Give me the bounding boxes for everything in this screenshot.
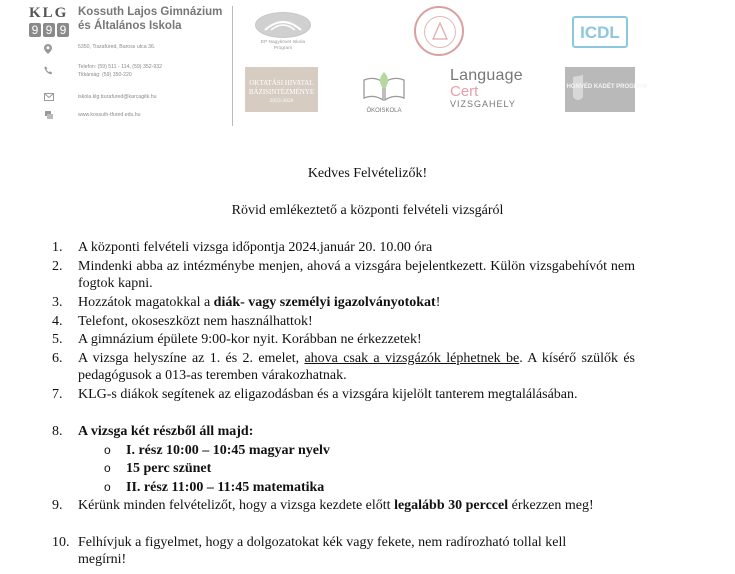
list-item	[52, 258, 635, 292]
school-logo	[29, 5, 71, 41]
item-number: 2.	[52, 259, 63, 274]
phone-icon	[44, 66, 54, 76]
item-text	[78, 294, 635, 311]
list-item	[52, 497, 635, 514]
logo-digits	[29, 23, 71, 37]
sub-item-text: I. rész 10:00 – 10:45 magyar nyelv	[126, 443, 330, 458]
lc-line2: Cert	[450, 83, 479, 100]
oktatasi-hivatal-badge	[245, 67, 318, 112]
list-item	[52, 534, 612, 568]
bullet-icon: o	[104, 461, 111, 475]
item-text: Mindenki abba az intézménybe menjen, ahová a vizsgára bejelentkezett. Külön vizsgabehívót nem fogtok kapni.	[78, 259, 635, 291]
icdl-text: ICDL	[580, 23, 620, 42]
item-text	[78, 423, 635, 440]
school-name	[78, 5, 222, 33]
item-text: Telefont, okoseszközt nem használhattok!	[78, 314, 313, 329]
item-text-part: Kérünk minden felvételizőt, hogy a vizsga kezdete előtt	[78, 498, 395, 513]
item-text-underlined: ahova csak a vizsgázók léphetnek be	[304, 351, 520, 366]
list-item	[52, 294, 635, 311]
oko-label: ÖKOISKOLA	[366, 108, 402, 114]
item-text-part: Hozzátok magatokkal a	[78, 295, 214, 310]
lc-line3: VIZSGAHELY	[450, 99, 516, 109]
greeting: Kedves Felvételizők!	[307, 166, 428, 181]
book-leaf-icon	[358, 70, 410, 102]
bullet-icon: o	[104, 443, 111, 457]
item-number: 1.	[52, 240, 63, 255]
oh-line2: BÁZISINTÉZMÉNYE	[248, 88, 315, 96]
item-number: 9.	[52, 498, 63, 513]
seal-emblem	[424, 16, 456, 48]
languagecert-logo	[450, 67, 540, 113]
web-text: www.kossuth-tfured.edu.hu	[78, 112, 141, 118]
header-divider	[232, 6, 233, 126]
logo-digit: 9	[57, 23, 69, 37]
eu-label: EP Nagykövet Iskola Program	[260, 40, 306, 51]
item-text: A központi felvételi vizsga időpontja 2024.január 20. 10.00 óra	[78, 240, 433, 255]
item-number: 7.	[52, 387, 63, 402]
honved-text: HONVÉD KADÉT PROGRAM	[566, 84, 648, 90]
okoiskola-logo	[358, 70, 410, 114]
eu-ambassador-logo	[252, 12, 314, 64]
sub-item-text: II. rész 11:00 – 11:45 matematika	[126, 480, 325, 495]
item-number: 4.	[52, 314, 63, 329]
list-item	[52, 313, 635, 330]
list-item	[52, 423, 635, 440]
item-text-bold: legalább 30 perccel	[394, 498, 509, 513]
logo-digit: 9	[29, 23, 41, 37]
item-number: 5.	[52, 332, 63, 347]
item-number: 10.	[52, 535, 70, 550]
address-text: 5350, Tiszafüred, Baross utca 36.	[78, 44, 156, 50]
secretary-phone-text: Titkárság: (59) 350-220	[78, 72, 132, 78]
item-text: KLG-s diákok segítenek az eligazodásban és a vizsgára kijelölt tanterem megtalálásában.	[78, 387, 578, 402]
list-item	[52, 386, 635, 403]
item-text: A gimnázium épülete 9:00-kor nyit. Korábban ne érkezzetek!	[78, 332, 422, 347]
item-text-part: A vizsga helyszíne az 1. és 2. emelet,	[78, 351, 305, 366]
lc-line1: Language	[450, 67, 523, 84]
item-text	[78, 350, 635, 384]
list-item	[52, 350, 635, 384]
item-number: 6.	[52, 351, 63, 366]
sub-item-text: 15 perc szünet	[126, 461, 212, 476]
item-text-part: . A kísérő szülők és pedagógusok a 013-as teremben várakozhatnak.	[78, 351, 636, 383]
school-name-line1: Kossuth Lajos Gimnázium	[78, 6, 223, 18]
sub-item	[104, 479, 324, 496]
sub-item	[104, 460, 211, 477]
item-text-bold: diák- vagy személyi igazolványotokat	[213, 295, 436, 310]
mail-icon	[44, 93, 54, 103]
logo-digit: 9	[43, 23, 55, 37]
oh-years: 2023-2026	[269, 98, 294, 104]
list-item	[52, 239, 635, 256]
school-name-line2: és Általános Iskola	[78, 20, 182, 32]
phone-text: Telefon: (59) 511 - 114, (59) 352-932	[78, 64, 163, 70]
seal-logo	[414, 6, 464, 56]
honved-kadet-logo	[565, 67, 648, 112]
item-number: 3.	[52, 295, 63, 310]
bullet-icon: o	[104, 480, 111, 494]
icdl-logo	[572, 16, 628, 48]
item-text-part: érkezzen meg!	[508, 498, 594, 513]
eu-parliament-icon	[255, 12, 311, 38]
item-text-part: !	[435, 295, 441, 310]
item-number: 8.	[52, 424, 63, 439]
location-pin-icon	[44, 44, 54, 54]
letterhead	[0, 0, 735, 132]
item-text: Felhívjuk a figyelmet, hogy a dolgozatokat kék vagy fekete, nem radírozható tollal kell megírni!	[78, 535, 567, 567]
web-icon	[44, 110, 54, 120]
sub-item	[104, 442, 330, 459]
email-text: iskola.klg.tiszafured@karcagitk.hu	[78, 94, 157, 100]
subtitle: Rövid emlékeztető a központi felvételi vizsgáról	[231, 203, 504, 218]
item-text	[78, 497, 635, 514]
item-text-bold: A vizsga két részből áll majd:	[78, 424, 254, 439]
logo-letters: KLG	[29, 5, 69, 21]
oh-line1: OKTATÁSI HIVATAL	[249, 79, 314, 87]
list-item	[52, 331, 635, 348]
